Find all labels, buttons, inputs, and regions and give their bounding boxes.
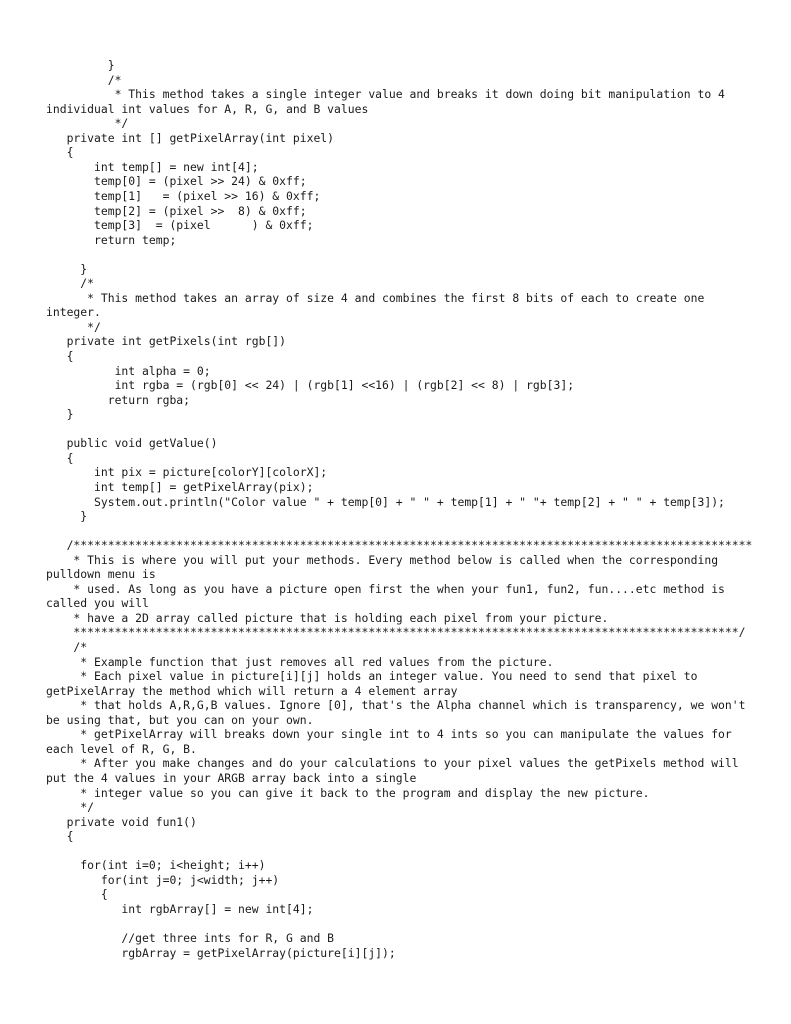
code-line: //get three ints for R, G and B [46, 931, 335, 945]
code-line: int rgba = (rgb[0] << 24) | (rgb[1] <<16) | (rgb[2] << 8) | rgb[3]; [46, 378, 575, 393]
code-line: int rgbArray[] = new int[4]; [46, 901, 314, 916]
code-line: /* [46, 72, 122, 87]
code-line: /* [46, 640, 88, 654]
code-line: private void fun1() [46, 814, 197, 829]
code-line: * This method takes a single integer value and breaks it down doing bit manipulation to 4 [46, 87, 725, 102]
code-line: * Example function that just removes all red values from the picture. [46, 654, 554, 669]
code-line: * Each pixel value in picture[i][j] holds an integer value. You need to send that pixel to [46, 669, 698, 684]
code-line: */ [46, 116, 129, 131]
code-line: { [46, 887, 108, 902]
code-line: int pix = picture[colorY][colorX]; [46, 465, 328, 480]
code-line: for(int j=0; j<width; j++) [46, 872, 280, 887]
code-line: * This is where you will put your methods. Every method below is called when the corresponding [46, 552, 719, 567]
code-line: called you will [46, 596, 149, 611]
code-line: } [46, 509, 88, 524]
code-line: { [46, 349, 74, 363]
code-line: * have a 2D array called picture that is holding each pixel from your picture. [46, 610, 609, 625]
code-line: /*************************************************************************************************** [46, 538, 753, 553]
code-line: * that holds A,R,G,B values. Ignore [0], that's the Alpha channel which is transparency, we won't [46, 698, 746, 713]
code-line: System.out.println("Color value " + temp[0] + " " + temp[1] + " "+ temp[2] + " " + temp[3]); [46, 494, 725, 509]
code-line: int temp[] = new int[4]; [46, 159, 259, 174]
code-line: int alpha = 0; [46, 363, 211, 378]
code-line: { [46, 829, 74, 844]
code-line: *************************************************************************************************/ [46, 625, 746, 640]
code-line: temp[0] = (pixel >> 24) & 0xff; [46, 174, 307, 189]
code-line: individual int values for A, R, G, and B values [46, 101, 369, 116]
code-line: */ [46, 800, 95, 815]
code-line: rgbArray = getPixelArray(picture[i][j]); [46, 945, 396, 960]
code-line: { [46, 450, 74, 465]
code-line: } [46, 58, 115, 72]
code-line: * getPixelArray will breaks down your single int to 4 ints so you can manipulate the values for [46, 727, 732, 742]
code-line: temp[1] = (pixel >> 16) & 0xff; [46, 188, 321, 203]
code-line: * integer value so you can give it back to the program and display the new picture. [46, 785, 650, 800]
code-line: /* [46, 276, 95, 291]
code-line: public void getValue() [46, 436, 218, 451]
code-line: } [46, 261, 88, 276]
code-line: private int [] getPixelArray(int pixel) [46, 130, 335, 145]
code-line: int temp[] = getPixelArray(pix); [46, 479, 314, 494]
code-line: */ [46, 319, 101, 334]
code-line: pulldown menu is [46, 567, 156, 582]
code-line: { [46, 145, 74, 160]
code-line: } [46, 407, 74, 422]
code-line: getPixelArray the method which will return a 4 element array [46, 683, 458, 698]
code-line: temp[2] = (pixel >> 8) & 0xff; [46, 203, 307, 218]
code-line: each level of R, G, B. [46, 741, 197, 756]
code-line: put the 4 values in your ARGB array back into a single [46, 770, 417, 785]
code-line: for(int i=0; i<height; i++) [46, 858, 266, 873]
code-line: private int getPixels(int rgb[]) [46, 334, 287, 349]
code-line: integer. [46, 305, 101, 320]
code-line: be using that, but you can on your own. [46, 712, 314, 727]
code-line: * After you make changes and do your calculations to your pixel values the getPixels method will [46, 756, 739, 771]
code-line: temp[3] = (pixel ) & 0xff; [46, 218, 314, 233]
code-line: * This method takes an array of size 4 and combines the first 8 bits of each to create one [46, 290, 705, 305]
code-line: return rgba; [46, 392, 191, 407]
code-line: * used. As long as you have a picture open first the when your fun1, fun2, fun....etc method is [46, 581, 725, 596]
code-line: return temp; [46, 232, 177, 247]
